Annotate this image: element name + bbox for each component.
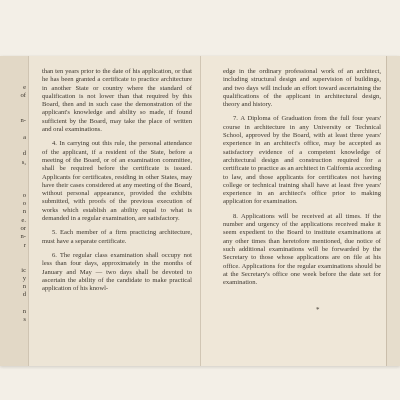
fragment-line: y bbox=[22, 274, 26, 282]
fragment-line: d bbox=[22, 291, 26, 299]
paragraph: 5. Each member of a firm practicing architecture, must have a separate certificate. bbox=[42, 229, 192, 245]
fragment-line: s bbox=[23, 316, 26, 324]
fragment-line bbox=[0, 250, 26, 258]
fragment-line: o bbox=[22, 191, 26, 199]
fragment-line: ic bbox=[21, 266, 26, 274]
middle-column bbox=[42, 68, 192, 299]
fragment-line bbox=[0, 142, 26, 150]
fragment-line bbox=[0, 184, 26, 192]
fragment-line: r bbox=[23, 241, 26, 249]
paragraph: than ten years prior to the date of his application, or that he has been granted a certificate to practice architecture in another State or country where the standard of qualification is not lower than that required by this Board, then and in such case the demonstration of the applicant's knowledge and ability so made, if found sufficient by the Board, may take the place of written and oral examinations. bbox=[42, 68, 192, 134]
fragment-line: e. bbox=[21, 216, 26, 224]
paragraph: edge in the ordinary professional work of an architect, including structural design and supervision of buildings, and two days will include an effort toward ascertaining the qualifications of the applicant in architectural design, theory and history. bbox=[223, 68, 381, 109]
fragment-line: or bbox=[20, 225, 26, 233]
paragraph: 6. The regular class examination shall occupy not less than four days, approximately in the months of January and May — two days shall be devoted to ascertain the ability of the candidate to make practical application of his knowl- bbox=[42, 251, 192, 293]
fragment-line: e bbox=[23, 84, 26, 91]
left-cut-text bbox=[0, 84, 26, 325]
fragment-line bbox=[0, 109, 26, 117]
fragment-line bbox=[0, 101, 26, 109]
paragraph: 4. In carrying out this rule, the personal attendance of the applicant, if a resident of the State, before a meeting of the Board, or of an examination committee, shall be required before the certificate is issued. Applicants for certificates, residing in other States, may have their cases considered at any meeting of the Board, without personal appearance, provided the exhibits submitted, with proofs of the previous execution of works which establish an ability equal to what is demanded in a regular examination, are satisfactory. bbox=[42, 140, 192, 223]
asterisk-mark: * bbox=[316, 306, 320, 314]
fragment-line: n bbox=[22, 208, 26, 216]
fragment-line bbox=[0, 175, 26, 183]
fragment-line: n bbox=[22, 308, 26, 316]
fragment-line bbox=[0, 300, 26, 308]
right-edge-panel bbox=[386, 56, 400, 366]
fragment-line: n- bbox=[20, 117, 26, 125]
fragment-line: s, bbox=[21, 158, 26, 166]
fragment-line: n bbox=[22, 283, 26, 291]
fragment-line: a bbox=[23, 133, 26, 141]
paragraph: 8. Applications will be received at all times. If the number and urgency of the applications received make it seem expedient to the Board to institute examinations at any other times than heretofore mentioned, due notice of such additional examinations will be forwarded by the Secretary to those whose applications are on file at his office. Applications for the regular examinations should be at the Secretary's office one week before the date set for examination. bbox=[223, 212, 381, 287]
paragraph: 7. A Diploma of Graduation from the full four years' course in architecture in any University or Technical School, approved by the Board, with at least three years' experience in an architect's office, may be accepted as satisfactory evidence of a competent knowledge of architectural design and construction required for a certificate to practice as an architect in California according to law, and those applicants for certificates not having college or technical training shall have at least five years' experience in an architect's office prior to making application for examination. bbox=[223, 115, 381, 206]
fold-line bbox=[386, 56, 387, 366]
left-panel bbox=[0, 56, 28, 366]
right-column bbox=[223, 68, 381, 293]
fragment-line: n- bbox=[20, 233, 26, 241]
fragment-line bbox=[0, 258, 26, 266]
fragment-line: d bbox=[22, 150, 26, 158]
fragment-line: of bbox=[20, 92, 26, 100]
fragment-line bbox=[0, 167, 26, 175]
fragment-line: o bbox=[22, 200, 26, 208]
fragment-line bbox=[0, 125, 26, 133]
fold-line bbox=[200, 56, 201, 366]
fold-line bbox=[28, 56, 29, 366]
folded-document bbox=[0, 56, 400, 366]
